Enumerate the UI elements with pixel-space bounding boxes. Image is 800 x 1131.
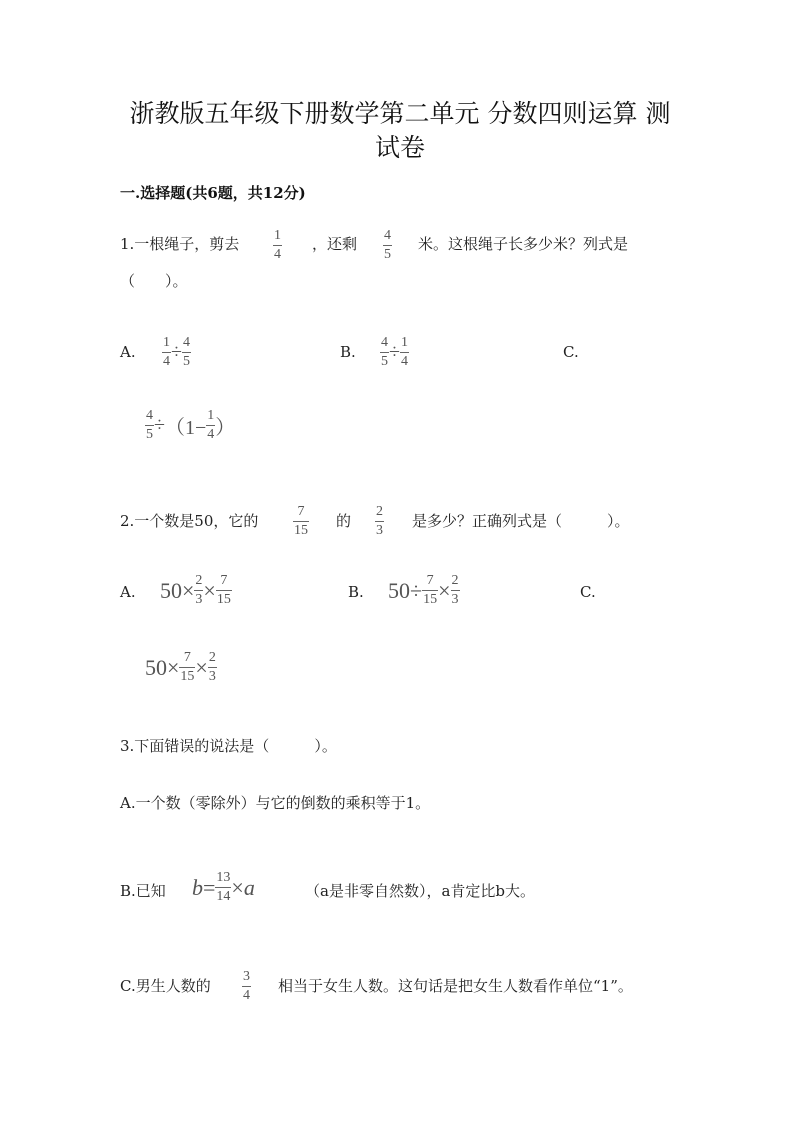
q1-a-frac1-den: 4 — [163, 354, 170, 369]
page-title-line-2: 试卷 — [374, 133, 425, 162]
q2-b-op1: ÷ — [410, 577, 423, 603]
q3-option-c-lead: C.男生人数的 — [120, 977, 211, 995]
q2-option-b-label: B. — [348, 583, 364, 601]
q2-option-a-formula — [160, 574, 232, 607]
q1-c-frac-den: 5 — [146, 427, 153, 442]
q1-a-frac2 — [182, 336, 191, 369]
q1-b-frac2 — [400, 336, 409, 369]
q1-b-frac1-den: 5 — [381, 354, 388, 369]
q1-fraction-cut — [273, 229, 282, 262]
q2-frac1-den: 15 — [294, 523, 308, 538]
q2-c-frac2-num: 2 — [208, 651, 217, 668]
q1-option-b-formula — [380, 336, 409, 369]
q2-c-number: 50 — [145, 654, 167, 680]
q3-b-lhs: b — [192, 874, 203, 900]
q3-b-frac — [215, 871, 231, 904]
q3-b-equals: = — [203, 874, 216, 900]
q1-b-frac1 — [380, 336, 389, 369]
q1-c-frac-num: 4 — [145, 409, 154, 426]
q3-option-c-fraction — [242, 970, 251, 1003]
q1-option-c-label: C. — [563, 343, 579, 361]
q1-c-left-paren: （1− — [164, 417, 207, 439]
q2-frac2-den: 3 — [376, 523, 383, 538]
q3-option-a: A.一个数（零除外）与它的倒数的乘积等于1。 — [120, 794, 431, 812]
q2-option-c-label: C. — [580, 583, 596, 601]
q2-a-frac1 — [194, 574, 203, 607]
q1-option-a-formula — [162, 336, 191, 369]
q2-option-a-label: A. — [120, 583, 136, 601]
q1-b-frac2-num: 1 — [400, 336, 409, 353]
q2-b-frac1-num: 7 — [422, 574, 438, 591]
q2-a-frac2-num: 7 — [216, 574, 232, 591]
q2-a-frac1-num: 2 — [194, 574, 203, 591]
q3-b-frac-den: 14 — [216, 889, 231, 904]
q1-fraction-remaining — [383, 229, 392, 262]
q1-c-frac — [145, 409, 154, 442]
q3-b-rhs: a — [243, 874, 255, 900]
q2-b-frac2-num: 2 — [451, 574, 460, 591]
q2-option-b-formula — [388, 574, 460, 607]
page-title-line-1: 浙教版五年级下册数学第二单元 分数四则运算 测 — [129, 99, 671, 128]
q2-fraction-part — [293, 505, 309, 538]
q1-option-a-label: A. — [120, 343, 136, 361]
q1-c-operator: ÷ — [154, 414, 165, 436]
q1-tail-text: 米。这根绳子长多少米？列式是 — [418, 235, 629, 253]
q2-b-number: 50 — [388, 577, 410, 603]
q2-b-frac2 — [451, 574, 460, 607]
q2-b-frac2-den: 3 — [451, 592, 459, 607]
q2-a-op2: × — [203, 577, 216, 603]
q1-option-c-formula — [145, 409, 235, 442]
q2-c-op2: × — [195, 654, 208, 680]
q2-c-frac1-den: 15 — [180, 669, 195, 684]
q2-a-frac2-den: 15 — [216, 592, 231, 607]
q3-c-frac-den: 4 — [243, 988, 250, 1003]
q1-option-b-label: B. — [340, 343, 356, 361]
q2-lead-text: 2.一个数是50，它的 — [120, 512, 259, 530]
q1-c-inner-den: 4 — [207, 427, 215, 442]
q2-frac2-num: 2 — [375, 505, 384, 522]
q2-c-frac1-num: 7 — [179, 651, 195, 668]
q2-c-op1: × — [167, 654, 180, 680]
q1-b-frac1-num: 4 — [380, 336, 389, 353]
q3-option-c-tail: 相当于女生人数。这句话是把女生人数看作单位“1”。 — [278, 977, 633, 995]
q1-a-frac2-num: 4 — [182, 336, 191, 353]
q2-a-frac2 — [216, 574, 232, 607]
q1-lead-text: 1.一根绳子，剪去 — [120, 235, 240, 253]
q1-c-inner-num: 1 — [206, 409, 215, 426]
q2-c-frac2-den: 3 — [208, 669, 216, 684]
q3-option-b-formula — [192, 871, 255, 904]
q3-b-times: × — [231, 874, 244, 900]
q2-a-number: 50 — [160, 577, 182, 603]
q2-b-frac1-den: 15 — [423, 592, 438, 607]
q1-frac1-num: 1 — [273, 229, 282, 246]
q2-b-op2: × — [438, 577, 451, 603]
q1-a-frac1 — [162, 336, 171, 369]
q3-b-frac-num: 13 — [215, 871, 231, 888]
q2-option-c-formula — [145, 651, 217, 684]
q2-a-frac1-den: 3 — [195, 592, 203, 607]
q2-b-frac1 — [422, 574, 438, 607]
q1-a-operator: ÷ — [171, 341, 182, 363]
q1-frac1-den: 4 — [274, 247, 281, 262]
q2-c-frac2 — [208, 651, 217, 684]
q1-a-frac2-den: 5 — [182, 354, 190, 369]
q2-mid-text: 的 — [336, 512, 352, 530]
q2-a-op1: × — [182, 577, 195, 603]
q1-c-right-paren: ） — [215, 417, 236, 439]
q3-option-b-tail: （a是非零自然数），a肯定比b大。 — [305, 882, 535, 900]
section-heading: 一.选择题(共6题，共12分) — [120, 184, 306, 202]
q2-tail-text: 是多少？正确列式是（ ）。 — [412, 512, 630, 530]
q1-answer-blank: （ ）。 — [120, 272, 188, 290]
q1-c-inner-frac — [206, 409, 215, 442]
q3-c-frac-num: 3 — [242, 970, 251, 987]
q3-stem: 3.下面错误的说法是（ ）。 — [120, 737, 337, 755]
q1-b-frac2-den: 4 — [400, 354, 408, 369]
q2-frac1-num: 7 — [293, 505, 309, 522]
q3-option-b-lead: B.已知 — [120, 882, 166, 900]
q1-frac2-den: 5 — [384, 247, 391, 262]
q1-a-frac1-num: 1 — [162, 336, 171, 353]
q2-c-frac1 — [179, 651, 195, 684]
q1-mid-text: ，还剩 — [312, 235, 358, 253]
q2-fraction-second — [375, 505, 384, 538]
q1-b-operator: ÷ — [389, 341, 400, 363]
q1-frac2-num: 4 — [383, 229, 392, 246]
